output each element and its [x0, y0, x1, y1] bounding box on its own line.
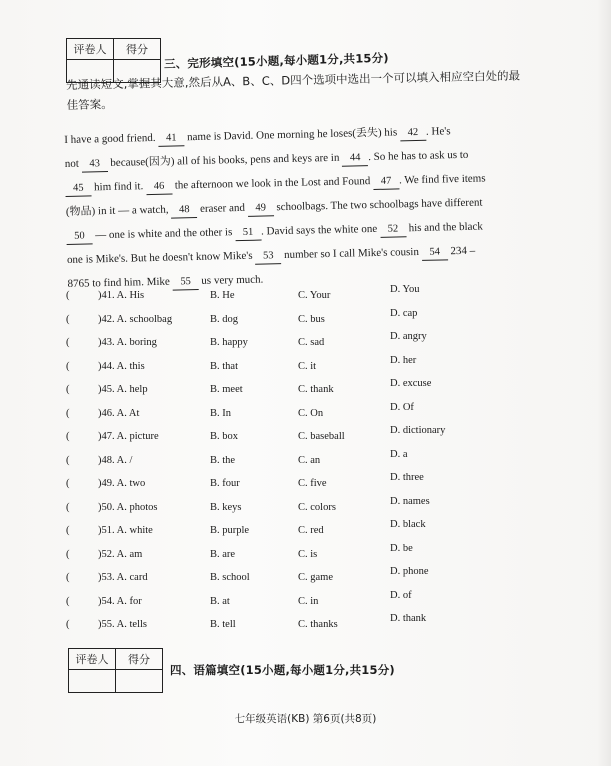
option-d: D. black — [390, 519, 426, 530]
option-b: B. He — [210, 290, 235, 301]
blank-number: 52 — [380, 222, 406, 238]
blank-number: 46 — [146, 180, 172, 196]
passage-text: name is David. One morning he loses(丢失) his — [184, 126, 401, 144]
option-d: D. a — [390, 448, 408, 460]
option-c: C. an — [298, 454, 321, 466]
passage-text: us very much. — [198, 273, 264, 287]
option-b: B. dog — [210, 313, 239, 325]
answer-paren[interactable]: ( — [66, 360, 70, 372]
option-c: C. it — [298, 360, 317, 372]
cloze-passage — [64, 118, 498, 296]
passage-text: . So he has to ask us to — [368, 148, 469, 164]
question-row — [66, 519, 486, 549]
answer-paren[interactable]: ( — [66, 595, 70, 607]
option-b: B. four — [210, 478, 240, 489]
grader-label: 评卷人 — [69, 649, 116, 670]
option-b: B. that — [210, 360, 238, 372]
blank-number: 41 — [158, 131, 184, 147]
answer-paren[interactable]: ( — [66, 548, 70, 560]
option-d: D. You — [390, 284, 420, 295]
passage-text: number so I call Mike's cousin — [281, 245, 422, 262]
question-row — [66, 613, 486, 643]
option-d: D. be — [390, 542, 413, 554]
question-option-a: )41. A. His — [98, 290, 145, 301]
option-d: D. dictionary — [390, 425, 446, 436]
option-d: D. thank — [390, 613, 427, 624]
option-d: D. her — [390, 354, 417, 366]
option-b: B. tell — [210, 619, 236, 630]
question-option-a: )50. A. photos — [98, 501, 158, 513]
passage-text: — one is white and the other is — [92, 226, 236, 242]
question-option-a: )43. A. boring — [98, 337, 157, 348]
passage-text: (物品) in it — a watch, — [65, 203, 172, 218]
option-c: C. game — [298, 572, 333, 583]
option-c: C. thanks — [298, 619, 338, 630]
score-label: 得分 — [114, 39, 161, 60]
blank-number: 43 — [81, 157, 107, 173]
answer-paren[interactable]: ( — [66, 478, 70, 489]
question-row — [66, 284, 486, 314]
option-c: C. bus — [298, 313, 325, 325]
passage-text: . He's — [425, 125, 451, 138]
passage-text: because(因为) all of his books, pens and keys are in — [107, 151, 343, 170]
option-c: C. baseball — [298, 431, 345, 442]
passage-text: I have a good friend. — [64, 131, 159, 146]
question-option-a: )54. A. for — [98, 595, 142, 607]
passage-text: not — [64, 157, 82, 170]
option-b: B. meet — [210, 384, 243, 395]
blank-number: 55 — [172, 275, 198, 291]
answer-paren[interactable]: ( — [66, 525, 70, 536]
question-option-a: )44. A. this — [98, 360, 145, 372]
question-row — [66, 425, 486, 455]
question-option-a: )47. A. picture — [98, 431, 159, 442]
option-c: C. colors — [298, 501, 336, 513]
passage-text: . David says the white one — [260, 222, 381, 238]
question-option-a: )48. A. / — [98, 454, 133, 466]
blank-number: 42 — [400, 126, 426, 142]
option-d: D. three — [390, 472, 424, 483]
option-d: D. of — [390, 589, 412, 601]
question-option-a: )55. A. tells — [98, 619, 147, 630]
passage-text: one is Mike's. But he doesn't know Mike's — [66, 249, 256, 266]
option-c: C. Your — [298, 290, 331, 301]
passage-text: . We find five items — [398, 172, 486, 187]
option-c: C. sad — [298, 337, 325, 348]
blank-number: 44 — [342, 151, 368, 167]
option-d: D. Of — [390, 401, 414, 413]
option-b: B. the — [210, 454, 236, 466]
passage-text: him find it. — [91, 180, 147, 194]
grader-label: 评卷人 — [67, 39, 114, 60]
option-c: C. in — [298, 595, 319, 607]
page-edge-shadow — [597, 0, 611, 766]
section3-title: 三、完形填空(15小题,每小题1分,共15分) — [163, 50, 389, 71]
option-d: D. phone — [390, 566, 429, 577]
blank-number: 54 — [422, 245, 448, 261]
question-row — [66, 378, 486, 408]
passage-text: the afternoon we look in the Lost and Found — [171, 175, 374, 192]
blank-number: 49 — [248, 201, 274, 217]
option-b: B. are — [210, 548, 236, 560]
option-c: C. On — [298, 407, 324, 419]
blank-number: 48 — [171, 203, 197, 219]
passage-text: his and the black — [405, 220, 483, 235]
passage-text: 234 – — [447, 244, 476, 258]
score-box-section4 — [68, 648, 163, 693]
question-option-a: )49. A. two — [98, 478, 146, 489]
option-d: D. angry — [390, 331, 427, 342]
passage-text: schoolbags. The two schoolbags have different — [273, 196, 483, 214]
answer-paren[interactable]: ( — [66, 454, 70, 466]
option-c: C. thank — [298, 384, 334, 395]
option-d: D. names — [390, 495, 430, 507]
answer-paren[interactable]: ( — [66, 313, 70, 325]
page-footer: 七年级英语(KB) 第6页(共8页) — [234, 713, 377, 725]
question-row — [66, 331, 486, 361]
option-c: C. is — [298, 548, 318, 560]
option-c: C. red — [298, 525, 324, 536]
option-b: B. In — [210, 407, 231, 419]
answer-paren[interactable]: ( — [66, 501, 70, 513]
question-option-a: )46. A. At — [98, 407, 140, 419]
score-label: 得分 — [116, 649, 163, 670]
option-d: D. cap — [390, 307, 418, 319]
score-cell — [116, 670, 163, 693]
answer-paren[interactable]: ( — [66, 290, 70, 301]
option-b: B. happy — [210, 337, 248, 348]
blank-number: 47 — [373, 174, 399, 190]
option-c: C. five — [298, 478, 327, 489]
option-b: B. keys — [210, 501, 242, 513]
answer-paren[interactable]: ( — [66, 619, 70, 630]
blank-number: 53 — [255, 249, 281, 265]
answer-paren[interactable]: ( — [66, 431, 70, 442]
answer-paren[interactable]: ( — [66, 407, 70, 419]
passage-text: eraser and — [197, 201, 248, 215]
options-list — [66, 284, 486, 643]
section4-title: 四、语篇填空(15小题,每小题1分,共15分) — [170, 663, 395, 677]
option-b: B. purple — [210, 525, 250, 536]
answer-paren[interactable]: ( — [66, 384, 70, 395]
question-option-a: )42. A. schoolbag — [98, 313, 173, 325]
question-row — [66, 566, 486, 596]
section3-instruction: 先通读短文,掌握其大意,然后从A、B、C、D四个选项中选出一个可以填入相应空白处的最佳答案。 — [66, 68, 521, 112]
blank-number: 51 — [235, 226, 261, 242]
question-option-a: )52. A. am — [98, 548, 143, 560]
question-option-a: )45. A. help — [98, 384, 148, 395]
option-b: B. box — [210, 431, 239, 442]
passage-text: 8765 to find him. Mike — [67, 275, 173, 290]
option-d: D. excuse — [390, 378, 432, 389]
question-option-a: )51. A. white — [98, 525, 153, 536]
question-option-a: )53. A. card — [98, 572, 148, 583]
blank-number: 45 — [65, 181, 91, 197]
blank-number: 50 — [66, 229, 92, 245]
grader-cell — [69, 670, 116, 693]
option-b: B. at — [210, 595, 230, 607]
option-b: B. school — [210, 572, 250, 583]
answer-paren[interactable]: ( — [66, 337, 70, 348]
answer-paren[interactable]: ( — [66, 572, 70, 583]
